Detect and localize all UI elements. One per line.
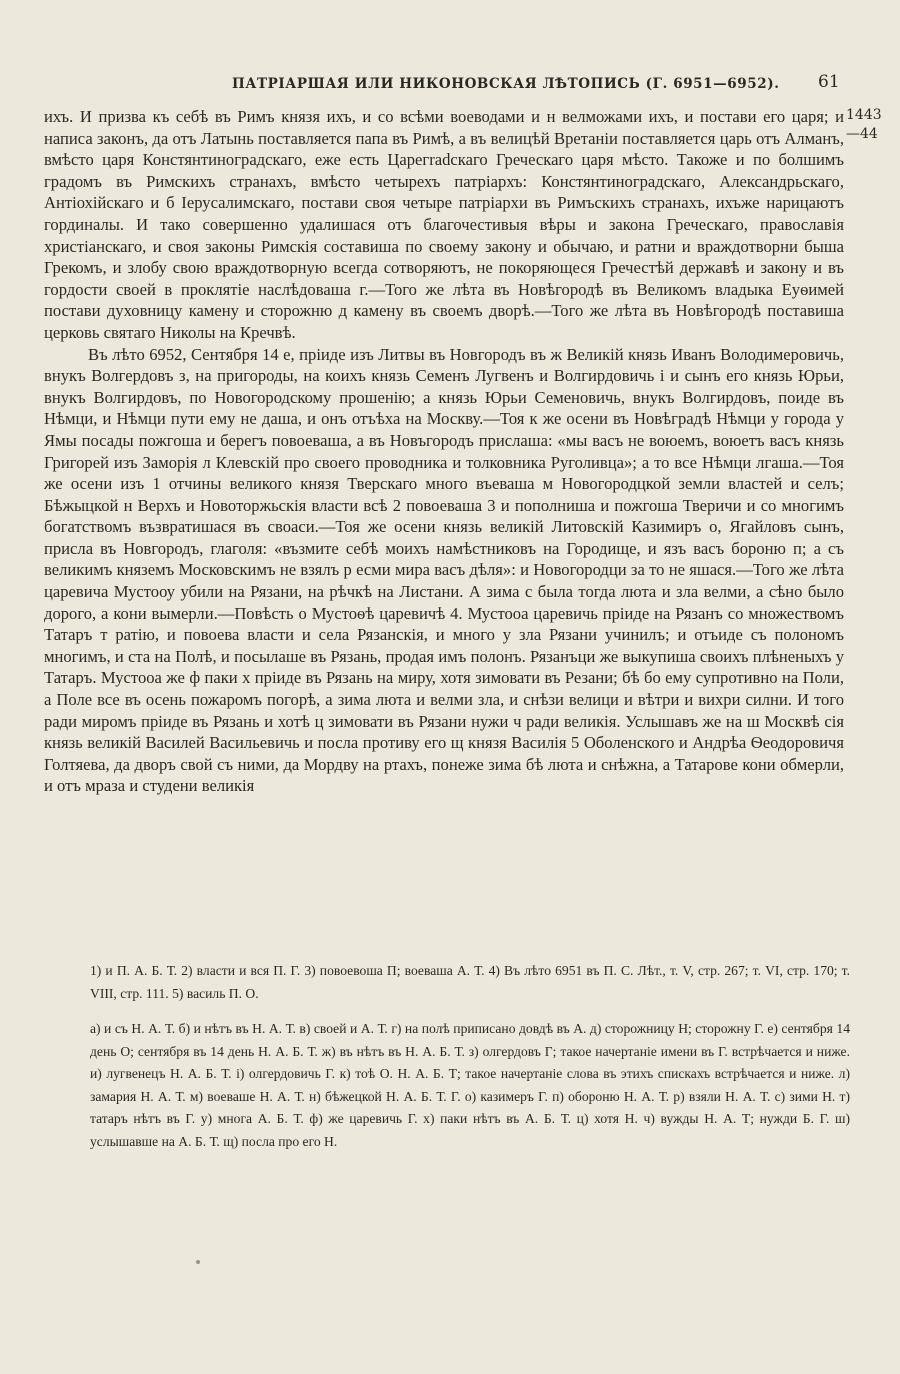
paragraph-2: Въ лѣто 6952, Сентября 14 е, пріиде изъ Литвы въ Новгородъ въ ж Великій князь Иванъ Володимеровичь, внукъ Волгердовъ з, на пригороды, на коихъ князь Семенъ Лугвенъ и Волгирдовичь і и сынъ его князь Юрьи, внукъ Волгирдовъ, по Новогородскому прошенію; а князь Юрьи Семеновичь, внукъ Волгирдовъ, поиде въ Нѣмци, и Нѣмци пути ему не даша, и онъ отъѣха на Москву.—Тоя к же осени въ Новѣградѣ Нѣмци у города у Ямы посады пожгоша и берегъ повоеваша, а въ Новъгородъ прислаша: «мы васъ не воюемъ, воюетъ васъ князь Григорей изъ Заморія л Клевскій про своего проводника и толковника Руголивца»; а то все Нѣмци лгаша.—Тоя же осени изъ 1 отчины великого князя Тверскаго много въеваша м Новогородцкой земли властей и селъ; Бѣжыцкой н Верхъ и Новоторжьскія власти всѣ 2 повоеваша 3 и пополниша и пожгоша Тверичи и со многимъ богатствомъ възвратишася въ своаси.—Тоя же осени князь великій Литовскій Казимиръ о, Ягайловъ сынъ, присла въ Новгородъ, глаголя: «възмите себѣ моихъ намѣстниковъ на Городище, и язъ васъ бороню п; а съ великимъ княземъ Московскимъ не взялъ р есми мира васъ дѣля»: и Новогородци за то не яшася.—Того же лѣта царевича Мустооу убили на Рязани, на рѣчкѣ на Листани. А зима с была тогда люта и зла велми, а сѣно было дорого, а кони вымерли.—Повѣсть о Мустоѳѣ царевичѣ 4. Мустооа царевичь пріиде на Рязанъ со множествомъ Татаръ т ратію, и повоева власти и села Рязанскія, и много у зла Рязани учинилъ; и отъиде съ полономъ многимъ, и ста на Полѣ, и посылаше въ Рязань, продая имъ полонъ. Рязанъци же выкупиша своихъ плѣненыхъ у Татаръ. Мустооа же ф паки х пріиде въ Рязань на миру, хотя зимовати въ Резани; бѣ бо ему супротивно на Поли, а Поле все въ осень пожаромъ погорѣ, а зима люта и велми зла, и снѣзи велици и вѣтри и вихри силни. И того ради миромъ пріиде въ Рязань и хотѣ ц зимовати въ Рязани нужи ч ради великія. Услышавъ же на ш Москвѣ сія князь великій Василей Васильевичь и посла противу его щ князя Василія 5 Оболенского и Андрѣа Ѳеодоровичя Голтяева, да дворъ свой съ ними, да Мордву на ртахъ, понеже зима бѣ люта и снѣжна, а Татарове кони обмерли, и отъ мраза и студени великія (44, 344, 844, 796)
footnotes-lettered-text: а) и съ Н. А. Т. б) и нѣтъ въ Н. А. Т. в) своей и А. Т. г) на полѣ приписано довдѣ въ А. д) сторожницу Н; сторожну Г. е) сентября 14 день О; сентября въ 14 день Н. А. Б. Т. ж) въ нѣтъ въ Н. А. Б. Т. з) олгердовъ Г; такое начертаніе имени въ Г. встрѣчается и ниже. и) лугвенецъ Н. А. Б. Т. і) олгердовичь Г. к) тоѣ О. Н. А. Б. Т; такое начертаніе слова въ этихъ спискахъ встрѣчается и ниже. л) замария Н. А. Т. м) воеваше Н. А. Т. н) бѣжецкой Н. А. Б. Т. Г. о) казимеръ Г. п) обороню Н. А. Т. р) взяли Н. А. Т. с) зими Н. т) татаръ нѣтъ въ Г. у) многа А. Б. Т. ф) же царевичь Г. х) паки нѣтъ въ А. Б. Т. ц) хотя Н. ч) вужды Н. А. Т; нужди Б. Г. ш) услышавше на А. Б. Т. щ) посла про его Н. (90, 1021, 850, 1149)
chronicle-text (44, 106, 844, 797)
footnotes-numbered-text: 1) и П. А. Б. Т. 2) власти и вся П. Г. 3) повоевоша П; воеваша А. Т. 4) Въ лѣто 6951 въ П. С. Лѣт., т. V, стр. 267; т. VI, стр. 170; т. VIII, стр. 111. 5) василь П. О. (90, 963, 850, 1001)
paragraph-1: ихъ. И призва къ себѣ въ Римъ князя ихъ, и со всѣми воеводами и н велможами ихъ, и постави его царя; и написа законъ, да отъ Латынь поставляется папа въ Римѣ, а въ велицѣй Вретаніи поставляется царь отъ Алманъ, вмѣсто царя Констянтиноградскаго, еже есть Царегradскаго Греческаго царя мѣсто. Такоже и по болшимъ градомъ въ Римскихъ странахъ, вмѣсто четырехъ патріархъ: Констянтиноградскаго, Александрьскаго, Антіохійскаго и б Іерусалимскаго, постави своя четыре патріархи въ Римъскихъ странахъ, ихъже нарицаютъ гординалы. И тако совершенно удалишася отъ благочестивыя вѣры и закона Греческаго, православія христіанскаго, и своя законы Римскія составиша по своему закону и обычаю, и ратни и враждотворни быша Грекомъ, и злобу свою враждотворную всегда сотворяютъ, не покоряющеся Гречестѣй державѣ и закону и въ гордости своей в проклятіе наслѣдоваша г.—Того же лѣта въ Новѣгородѣ въ Великомъ владыка Еуѳимей постави духовницу камену и сторожню д камену въ своемъ дворѣ.—Того же лѣта въ Новѣгородѣ поставиша церковь святаго Николы на Кречвѣ. (44, 107, 844, 342)
page-title: ПАТРІАРШАЯ ИЛИ НИКОНОВСКАЯ ЛѢТОПИСЬ (Г. 6951—6952). (232, 76, 780, 92)
numbered-footnotes (90, 960, 850, 1005)
lettered-footnotes (90, 1018, 850, 1154)
margin-year-note: 1443 —44 (846, 107, 882, 142)
paper-speck (196, 1260, 200, 1264)
running-head (0, 74, 900, 98)
page-number: 61 (818, 72, 840, 92)
